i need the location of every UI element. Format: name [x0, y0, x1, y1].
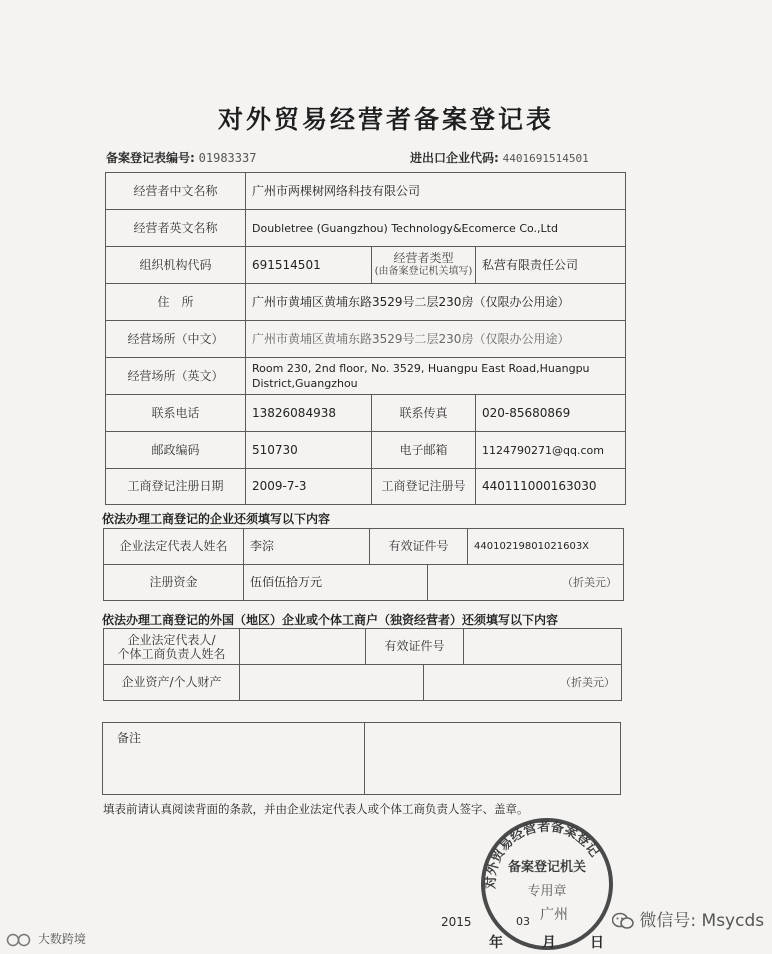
wechat-watermark-text: 微信号: Msycds: [639, 911, 765, 931]
reg-no-value: 440111000163030: [476, 469, 626, 505]
fax-value: 020-85680869: [476, 395, 626, 432]
date-day-char: 日: [590, 935, 604, 951]
seal-center-text: 备案登记机关: [507, 860, 587, 875]
id-number-value: 44010219801021603X: [468, 529, 624, 565]
table-row: [104, 529, 624, 565]
operator-type-label: 经营者类型: [393, 251, 454, 265]
foreign-id-value: [464, 629, 622, 665]
biz-place-en-label: 经营场所（英文）: [106, 358, 246, 395]
capital-usd-cell: [428, 565, 624, 601]
capital-label: 注册资金: [104, 565, 244, 601]
org-code-value: 691514501: [246, 247, 372, 284]
email-value: 1124790271@qq.com: [476, 432, 626, 469]
ie-code-value: 4401691514501: [502, 152, 589, 165]
brand-watermark: [6, 930, 86, 947]
legal-rep-label: 企业法定代表人姓名: [104, 529, 244, 565]
email-label: 电子邮箱: [372, 432, 476, 469]
legal-rep-value: 李淙: [244, 529, 370, 565]
section1-heading: 依法办理工商登记的企业还须填写以下内容: [102, 512, 331, 526]
table-row: [106, 173, 626, 210]
operator-type-value: 私营有限责任公司: [476, 247, 626, 284]
form-number-label: 备案登记表编号:: [106, 151, 195, 165]
id-number-label: 有效证件号: [370, 529, 468, 565]
form-number-value: 01983337: [198, 151, 257, 165]
en-name-label: 经营者英文名称: [106, 210, 246, 247]
table-row: [104, 665, 622, 701]
seal-ring-text: 对外贸易经营者备案登记: [483, 819, 602, 890]
table-row: [103, 723, 621, 795]
address-value: 广州市黄埔区黄埔东路3529号二层230房（仅限办公用途）: [246, 284, 626, 321]
page-title: 对外贸易经营者备案登记表: [217, 105, 554, 134]
cn-name-label: 经营者中文名称: [106, 173, 246, 210]
date-month-number: 03: [516, 915, 530, 928]
remarks-label: 备注: [103, 723, 365, 795]
date-month-char: 月: [542, 935, 556, 951]
table-row: [104, 565, 624, 601]
footer-note: 填表前请认真阅读背面的条款，并由企业法定代表人或个体工商负责人签字、盖章。: [103, 802, 529, 816]
biz-place-en-value: Room 230, 2nd floor, No. 3529, Huangpu East Road,Huangpu District,Guangzhou: [246, 358, 626, 395]
en-name-value: Doubletree (Guangzhou) Technology&Ecomerce Co.,Ltd: [246, 210, 626, 247]
biz-place-cn-label: 经营场所（中文）: [106, 321, 246, 358]
remarks-signature-box: [365, 723, 621, 795]
table-row: [106, 395, 626, 432]
capital-usd-note: （折美元）: [562, 576, 618, 589]
phone-label: 联系电话: [106, 395, 246, 432]
foreign-rep-label-line2: 个体工商负责人姓名: [117, 646, 226, 661]
ie-code: [410, 149, 589, 166]
section1-table: [103, 528, 624, 601]
brand-watermark-text: 大数跨境: [37, 932, 86, 946]
wechat-icon: [612, 912, 634, 930]
postcode-label: 邮政编码: [106, 432, 246, 469]
assets-value: [240, 665, 424, 701]
assets-label: 企业资产/个人财产: [104, 665, 240, 701]
remarks-table: [102, 722, 621, 795]
biz-place-cn-value: 广州市黄埔区黄埔东路3529号二层230房（仅限办公用途）: [246, 321, 626, 358]
table-row: [106, 321, 626, 358]
main-info-table: [105, 172, 626, 505]
table-row: [106, 284, 626, 321]
section2-heading: 依法办理工商登记的外国（地区）企业或个体工商户（独资经营者）还须填写以下内容: [102, 613, 559, 627]
reg-date-value: 2009-7-3: [246, 469, 372, 505]
seal-city-text: 广州: [540, 907, 568, 923]
table-row: [106, 210, 626, 247]
foreign-rep-label-line1: 企业法定代表人/: [127, 632, 216, 647]
table-row: [106, 358, 626, 395]
foreign-rep-value: [240, 629, 366, 665]
reg-date-label: 工商登记注册日期: [106, 469, 246, 505]
date-year: 2015: [441, 915, 472, 929]
fax-label: 联系传真: [372, 395, 476, 432]
table-row: [106, 247, 626, 284]
org-code-label: 组织机构代码: [106, 247, 246, 284]
phone-value: 13826084938: [246, 395, 372, 432]
capital-value: 伍佰伍拾万元: [244, 565, 428, 601]
operator-type-cell: [372, 247, 476, 284]
foreign-id-label: 有效证件号: [366, 629, 464, 665]
ie-code-label: 进出口企业代码:: [410, 151, 499, 165]
seal-subtext: 专用章: [527, 884, 567, 899]
cn-name-value: 广州市两棵树网络科技有限公司: [246, 173, 626, 210]
section2-table: [103, 628, 622, 701]
form-number: [106, 149, 256, 166]
wechat-watermark: [612, 906, 764, 931]
address-label: 住 所: [106, 284, 246, 321]
reg-no-label: 工商登记注册号: [372, 469, 476, 505]
operator-type-hint: (由备案登记机关填写): [374, 266, 473, 277]
table-row: [106, 432, 626, 469]
assets-usd-cell: [424, 665, 622, 701]
postcode-value: 510730: [246, 432, 372, 469]
brand-logo-icon: [6, 933, 34, 947]
table-row: [106, 469, 626, 505]
date-year-char: 年: [489, 935, 503, 951]
table-row: [104, 629, 622, 665]
foreign-rep-label: [104, 629, 240, 665]
assets-usd-note: （折美元）: [560, 676, 616, 689]
